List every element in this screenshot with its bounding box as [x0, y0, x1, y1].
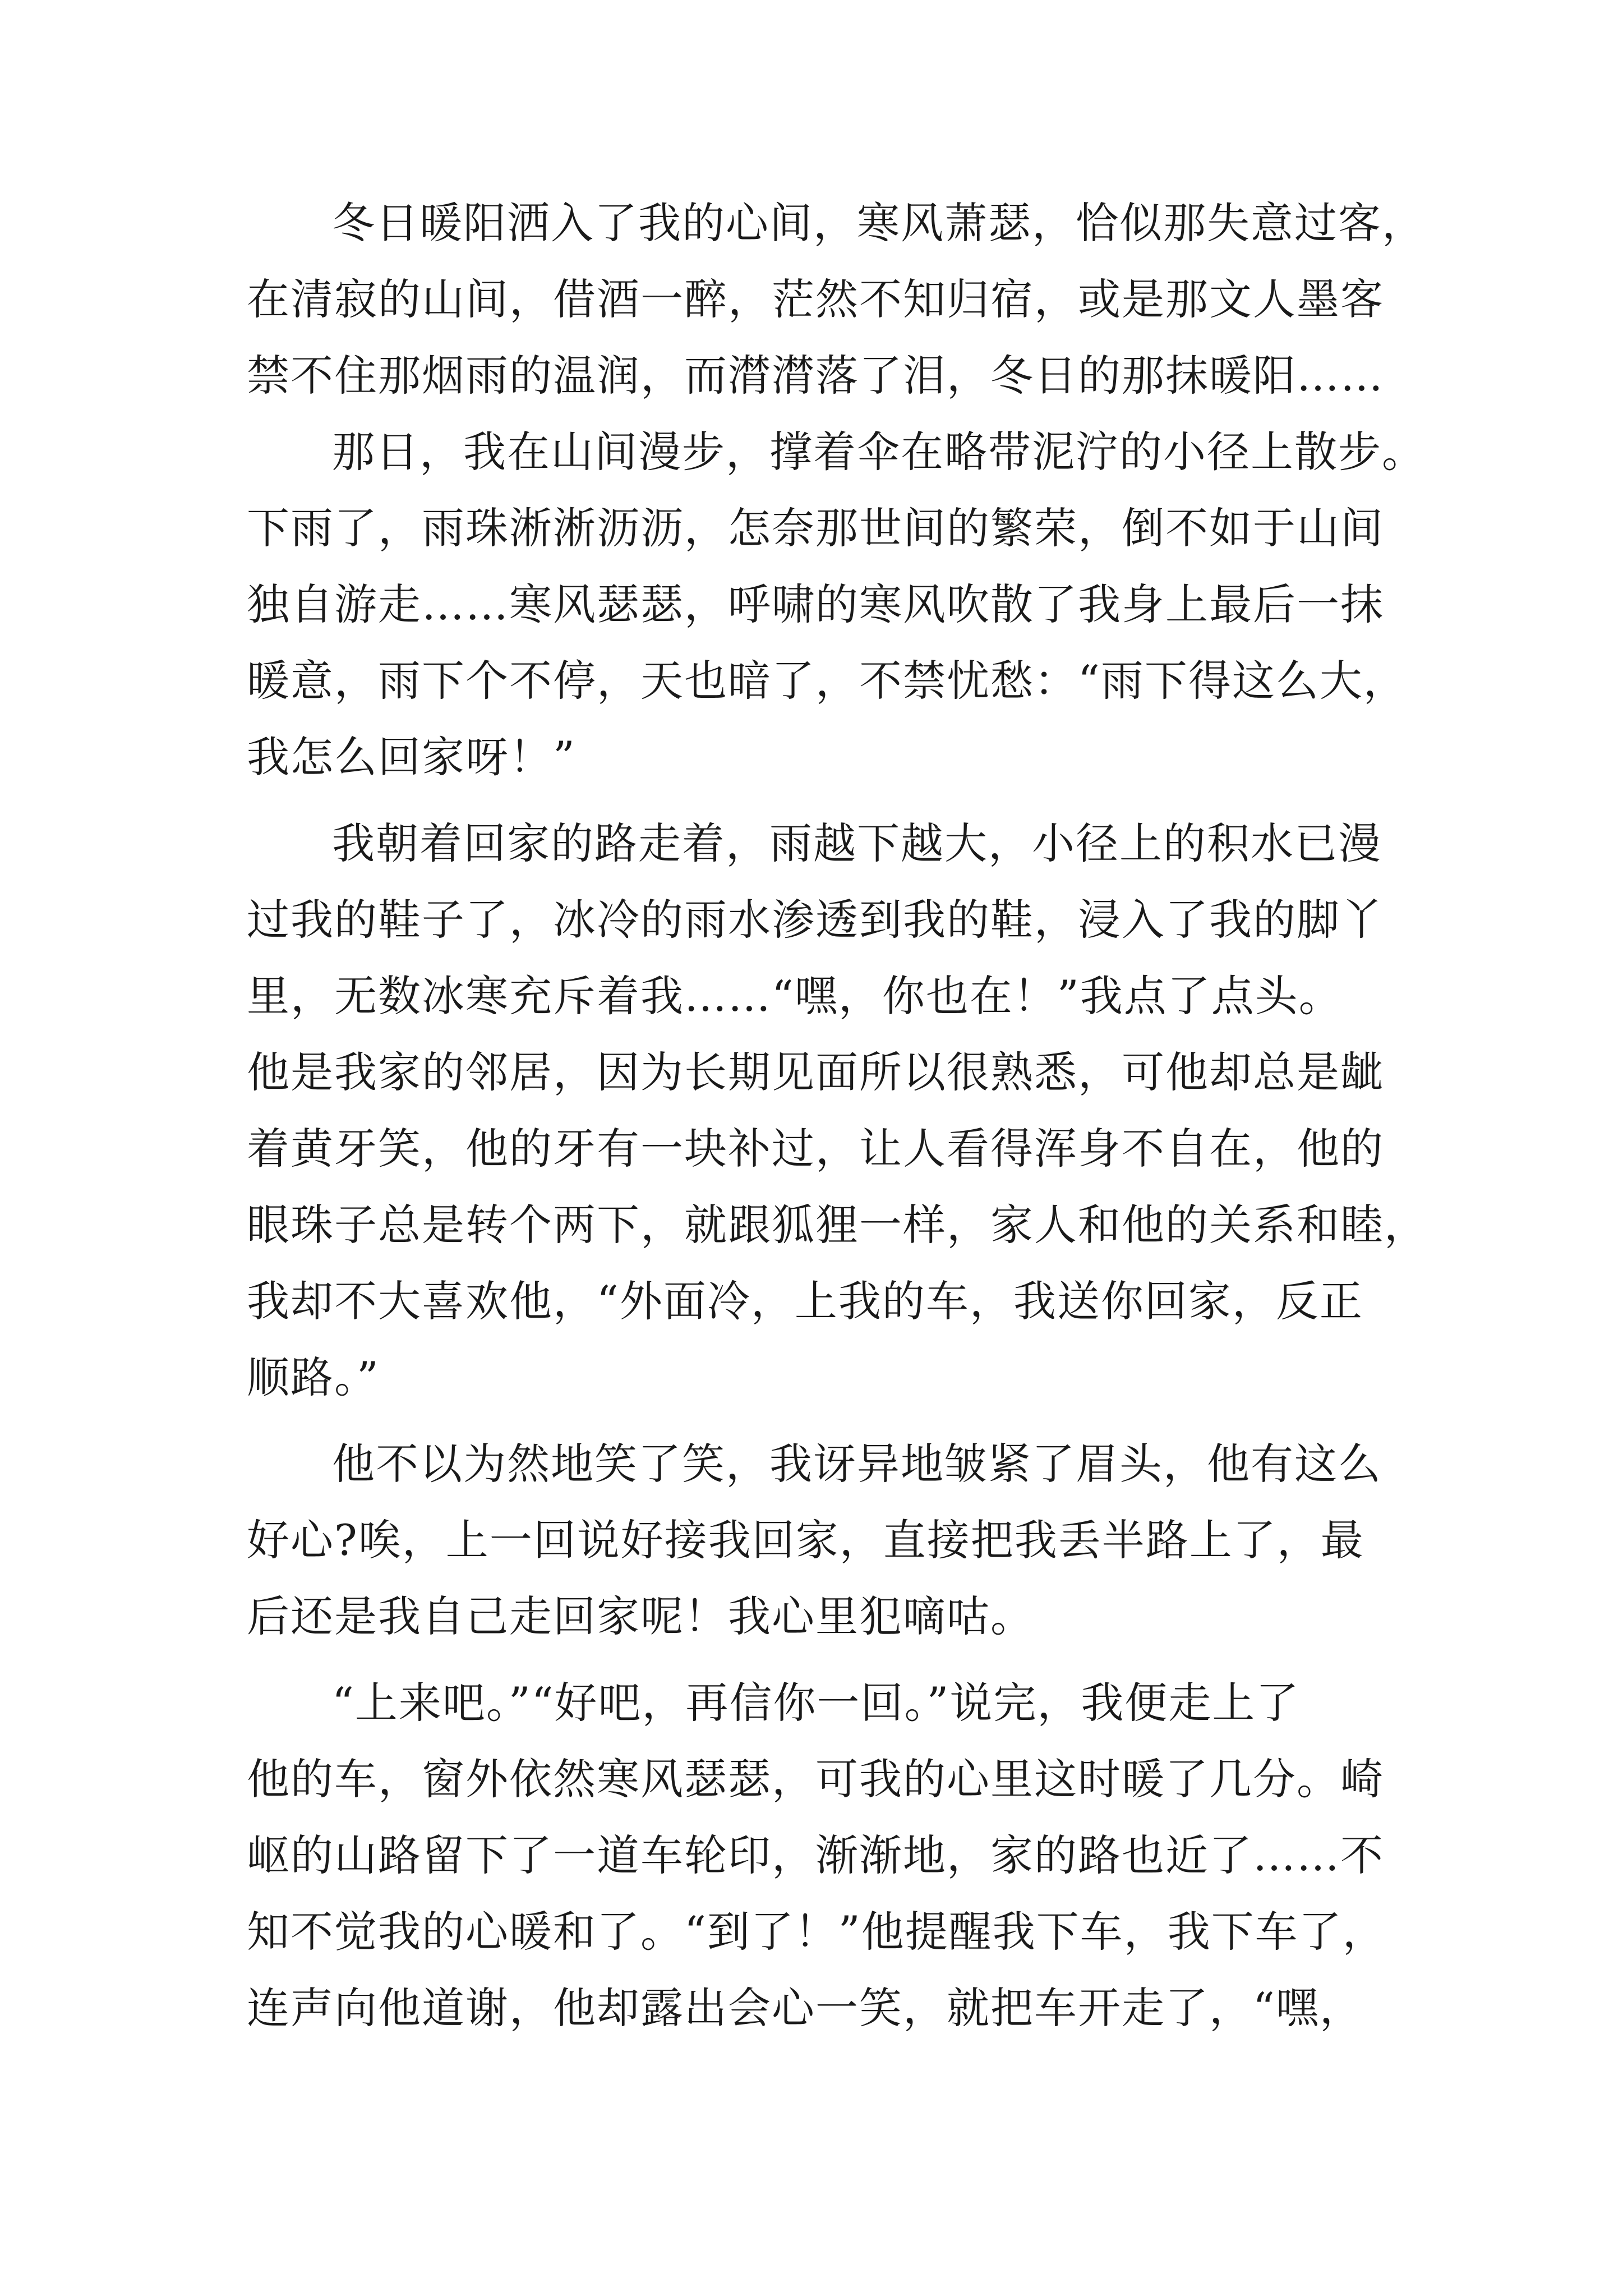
paragraph-3	[247, 806, 1428, 1416]
paragraph-1	[247, 185, 1426, 414]
paragraph-5	[247, 1665, 1391, 2046]
text-line: 后还是我自己走回家呢！我心里犯嘀咕。	[247, 1591, 1034, 1641]
text-line: 我怎么回家呀！”	[247, 732, 576, 782]
text-line: 冬日暖阳洒入了我的心间，寒风萧瑟，恰似那失意过客，	[332, 198, 1426, 248]
text-line: 着黄牙笑，他的牙有一块补过，让人看得浑身不自在，他的	[247, 1124, 1384, 1174]
text-line: 在清寂的山间，借酒一醉，茫然不知归宿，或是那文人墨客	[247, 274, 1384, 324]
text-line: 好心?唉，上一回说好接我回家，直接把我丢半路上了，最	[247, 1515, 1364, 1565]
text-line: 他不以为然地笑了笑，我讶异地皱紧了眉头，他有这么	[332, 1439, 1382, 1489]
text-line: 他的车，窗外依然寒风瑟瑟，可我的心里这时暖了几分。崎	[247, 1754, 1384, 1804]
paragraph-2	[247, 414, 1426, 795]
paragraph-4	[247, 1426, 1391, 1655]
text-line: 知不觉我的心暖和了。“到了！”他提醒我下车，我下车了，	[247, 1907, 1386, 1957]
text-line: 过我的鞋子了，冰冷的雨水渗透到我的鞋，浸入了我的脚丫	[247, 895, 1384, 945]
text-line: 我朝着回家的路走着，雨越下越大，小径上的积水已漫	[332, 818, 1382, 868]
text-line: “上来吧。”“好吧，再信你一回。”说完，我便走上了	[332, 1678, 1300, 1728]
text-line: 那日，我在山间漫步，撑着伞在略带泥泞的小径上散步。	[332, 427, 1426, 477]
text-line: 眼珠子总是转个两下，就跟狐狸一样，家人和他的关系和睦，	[247, 1200, 1428, 1250]
text-line: 顺路。”	[247, 1352, 380, 1402]
essay-body	[247, 185, 1428, 2046]
text-line: 岖的山路留下了一道车轮印，渐渐地，家的路也近了……不	[247, 1830, 1384, 1880]
text-line: 里，无数冰寒充斥着我……“嘿，你也在！”我点了点头。	[247, 971, 1343, 1021]
text-line: 我却不大喜欢他，“外面冷，上我的车，我送你回家，反正	[247, 1276, 1363, 1326]
text-line: 禁不住那烟雨的温润，而潸潸落了泪，冬日的那抹暖阳……	[247, 351, 1384, 401]
text-line: 他是我家的邻居，因为长期见面所以很熟悉，可他却总是龇	[247, 1047, 1384, 1097]
text-line: 连声向他道谢，他却露出会心一笑，就把车开走了，“嘿，	[247, 1983, 1363, 2033]
text-line: 独自游走……寒风瑟瑟，呼啸的寒风吹散了我身上最后一抹	[247, 579, 1384, 629]
text-line: 下雨了，雨珠淅淅沥沥，怎奈那世间的繁荣，倒不如于山间	[247, 503, 1384, 553]
text-line: 暖意，雨下个不停，天也暗了，不禁忧愁：“雨下得这么大，	[247, 656, 1407, 706]
